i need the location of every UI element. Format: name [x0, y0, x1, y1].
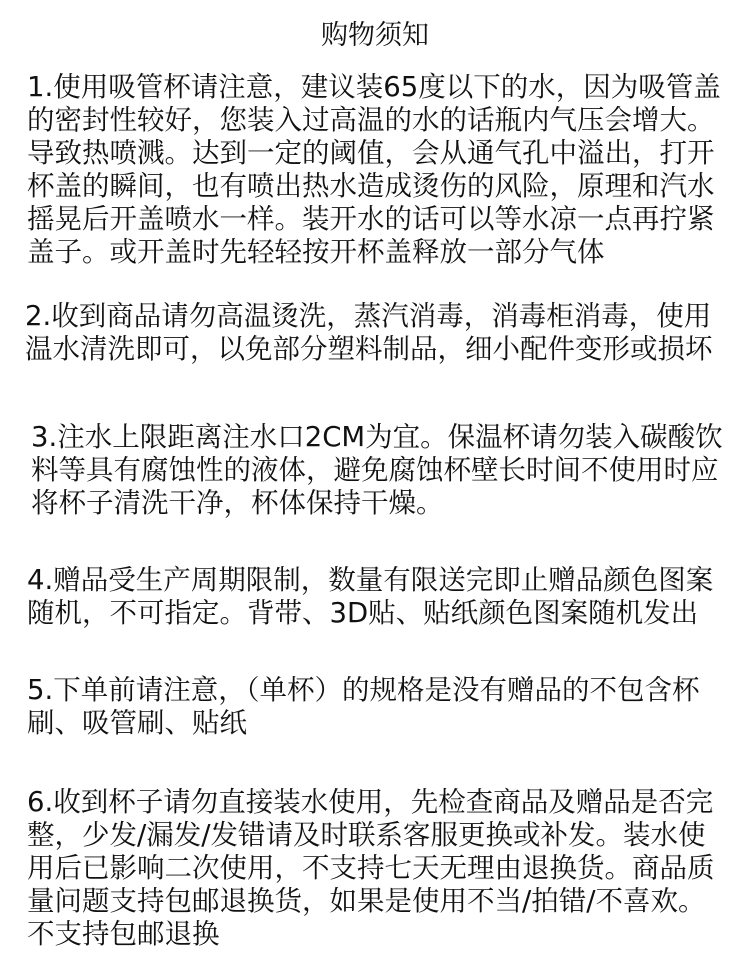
notice-line: 5.下单前请注意，（单杯）的规格是没有赠品的不包含杯 — [27, 674, 700, 706]
notice-5 — [27, 674, 700, 740]
notice-line: 不支持包邮退换 — [27, 918, 220, 950]
notice-line: 盖子。或开盖时先轻轻按开杯盖释放一部分气体 — [27, 236, 605, 268]
notice-line: 导致热喷溅。达到一定的阈值，会从通气孔中溢出，打开 — [27, 137, 715, 169]
notice-line: 量问题支持包邮退换货，如果是使用不当/拍错/不喜欢。 — [27, 885, 706, 917]
notice-1 — [27, 71, 721, 269]
notice-6 — [27, 786, 715, 951]
notice-line: 6.收到杯子请勿直接装水使用，先检查商品及赠品是否完 — [27, 786, 714, 818]
notice-line: 整，少发/漏发/发错请及时联系客服更换或补发。装水使 — [27, 819, 706, 851]
notice-2 — [25, 300, 713, 366]
notice-line: 将杯子清洗干净，杯体保持干燥。 — [31, 487, 444, 519]
notice-line: 料等具有腐蚀性的液体，避免腐蚀杯壁长时间不使用时应 — [31, 454, 719, 486]
notice-line: 1.使用吸管杯请注意，建议装65度以下的水，因为吸管盖 — [27, 71, 721, 103]
notice-line: 2.收到商品请勿高温烫洗，蒸汽消毒，消毒柜消毒，使用 — [25, 300, 712, 332]
notice-line: 刷、吸管刷、贴纸 — [27, 707, 247, 739]
notice-line: 温水清洗即可，以免部分塑料制品，细小配件变形或损坏 — [25, 333, 713, 365]
notice-line: 3.注水上限距离注水口2CM为宜。保温杯请勿装入碳酸饮 — [31, 421, 723, 453]
notice-3 — [31, 421, 723, 520]
page-title: 购物须知 — [321, 20, 429, 51]
notice-4 — [27, 564, 713, 630]
notice-line: 杯盖的瞬间，也有喷出热水造成烫伤的风险，原理和汽水 — [27, 170, 715, 202]
notice-line: 随机，不可指定。背带、3D贴、贴纸颜色图案随机发出 — [27, 597, 699, 629]
notice-line: 4.赠品受生产周期限制，数量有限送完即止赠品颜色图案 — [27, 564, 714, 596]
notice-line: 摇晃后开盖喷水一样。装开水的话可以等水凉一点再拧紧 — [27, 203, 715, 235]
notice-line: 的密封性较好，您装入过高温的水的话瓶内气压会增大。 — [27, 104, 715, 136]
notice-line: 用后已影响二次使用，不支持七天无理由退换货。商品质 — [27, 852, 715, 884]
